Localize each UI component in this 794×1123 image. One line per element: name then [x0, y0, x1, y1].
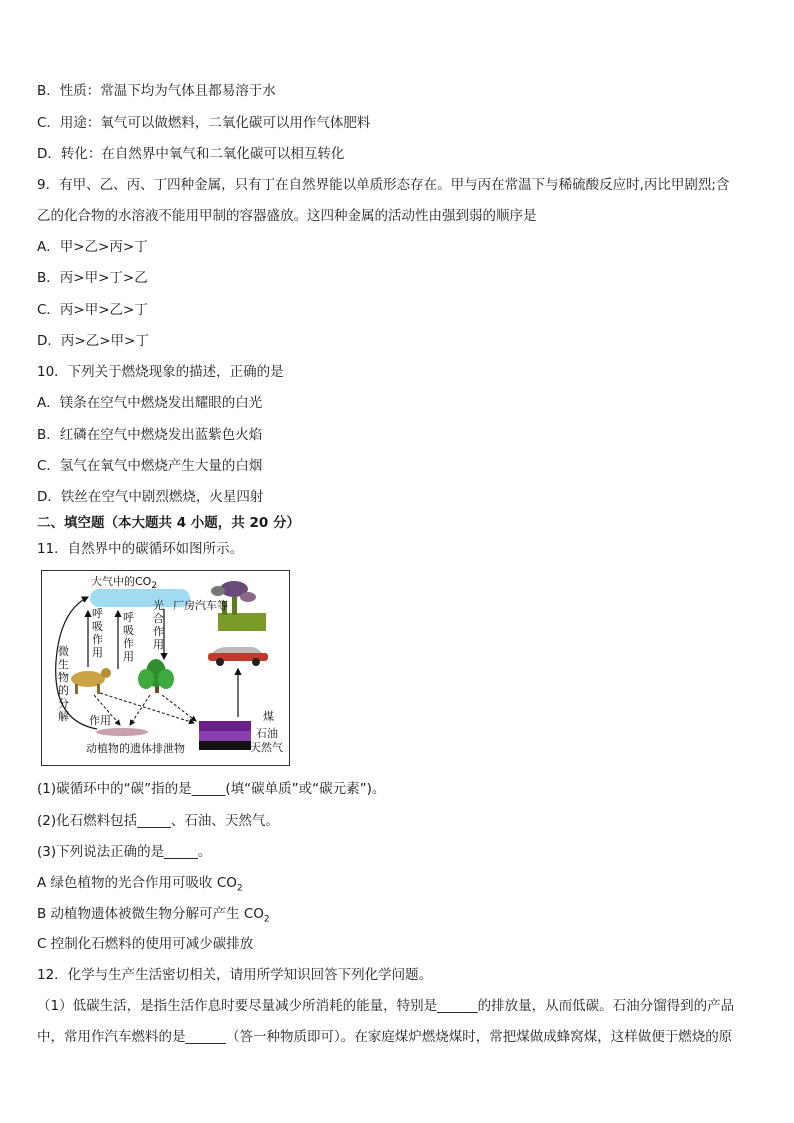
- q11-option-b: B 动植物遗体被微生物分解可产生 $CO_2$: [37, 906, 270, 925]
- q10-stem: 10．下列关于燃烧现象的描述，正确的是: [37, 364, 284, 380]
- q12-paragraph: （1）低碳生活，是指生活作息时要尽量减少所消耗的能量，特别是______的排放量，从而低碳。石油分馏得到的产品中，常用作汽车燃料的是______（答一种物质即可）。在家庭煤炉燃烧煤时，常把煤做成蜂窝煤，这样做便于燃烧的原: [37, 998, 735, 1045]
- coal-layer: [199, 721, 251, 731]
- q10-option-d: D．铁丝在空气中剧烈燃烧，火星四射: [37, 489, 264, 505]
- q9-option-a: A．甲>乙>丙>丁: [37, 239, 148, 255]
- label-gas: 天然气: [250, 741, 283, 754]
- label-atmosphere: 大气中的$CO_2$: [91, 575, 158, 592]
- label-action: 作用: [89, 714, 111, 727]
- label-factory: 厂房汽车等: [173, 599, 228, 612]
- label-oil: 石油: [256, 727, 278, 740]
- q11-part2: (2)化石燃料包括_____、石油、天然气。: [37, 813, 279, 829]
- q11-option-a: A 绿色植物的光合作用可吸收 $CO_2$: [37, 875, 243, 894]
- q11-part3: (3)下列说法正确的是_____。: [37, 844, 212, 860]
- label-coal: 煤: [263, 710, 274, 723]
- trees-icon: [138, 659, 174, 693]
- section-heading: 二、填空题（本大题共 4 小题，共 20 分）: [37, 515, 300, 531]
- q8-option-d: D．转化：在自然界中氧气和二氧化碳可以相互转化: [37, 146, 345, 162]
- q9-stem-line2: 乙的化合物的水溶液不能用甲制的容器盛放。这四种金属的活动性由强到弱的顺序是: [37, 208, 537, 224]
- cow-icon: [71, 668, 111, 694]
- q8-option-c: C．用途：氧气可以做燃料，二氧化碳可以用作气体肥料: [37, 115, 371, 131]
- q9-stem-line1: 9．有甲、乙、丙、丁四种金属，只有丁在自然界能以单质形态存在。甲与丙在常温下与稀硫酸反应时,丙比甲剧烈;含: [37, 177, 730, 193]
- label-remains: 动植物的遗体排泄物: [86, 742, 185, 755]
- q12-stem: 12．化学与生产生活密切相关，请用所学知识回答下列化学问题。: [37, 967, 433, 983]
- oil-layer: [199, 731, 251, 741]
- q11-part1: (1)碳循环中的“碳”指的是_____(填“碳单质”或“碳元素”)。: [37, 781, 386, 797]
- q9-option-c: C．丙>甲>乙>丁: [37, 302, 148, 318]
- q8-option-b: B．性质：常温下均为气体且都易溶于水: [37, 83, 276, 99]
- q10-option-c: C．氢气在氧气中燃烧产生大量的白烟: [37, 458, 263, 474]
- q10-option-a: A．镁条在空气中燃烧发出耀眼的白光: [37, 395, 263, 411]
- gas-layer: [199, 741, 251, 750]
- label-photosynthesis: 光合作用: [153, 599, 164, 651]
- q11-stem: 11．自然界中的碳循环如图所示。: [37, 541, 244, 557]
- q11-option-c: C 控制化石燃料的使用可减少碳排放: [37, 936, 254, 952]
- q10-option-b: B．红磷在空气中燃烧发出蓝紫色火焰: [37, 427, 263, 443]
- remains-pile: [96, 728, 148, 736]
- car-icon: [208, 647, 268, 666]
- label-microbe: 微生物的分解: [58, 645, 69, 723]
- label-respiration-left: 呼吸作用: [92, 607, 103, 659]
- q9-option-d: D．丙>乙>甲>丁: [37, 333, 149, 349]
- q9-option-b: B．丙>甲>丁>乙: [37, 270, 148, 286]
- carbon-cycle-diagram: [41, 570, 290, 766]
- diagram-graphics: [42, 571, 289, 765]
- label-respiration-right: 呼吸作用: [123, 611, 134, 663]
